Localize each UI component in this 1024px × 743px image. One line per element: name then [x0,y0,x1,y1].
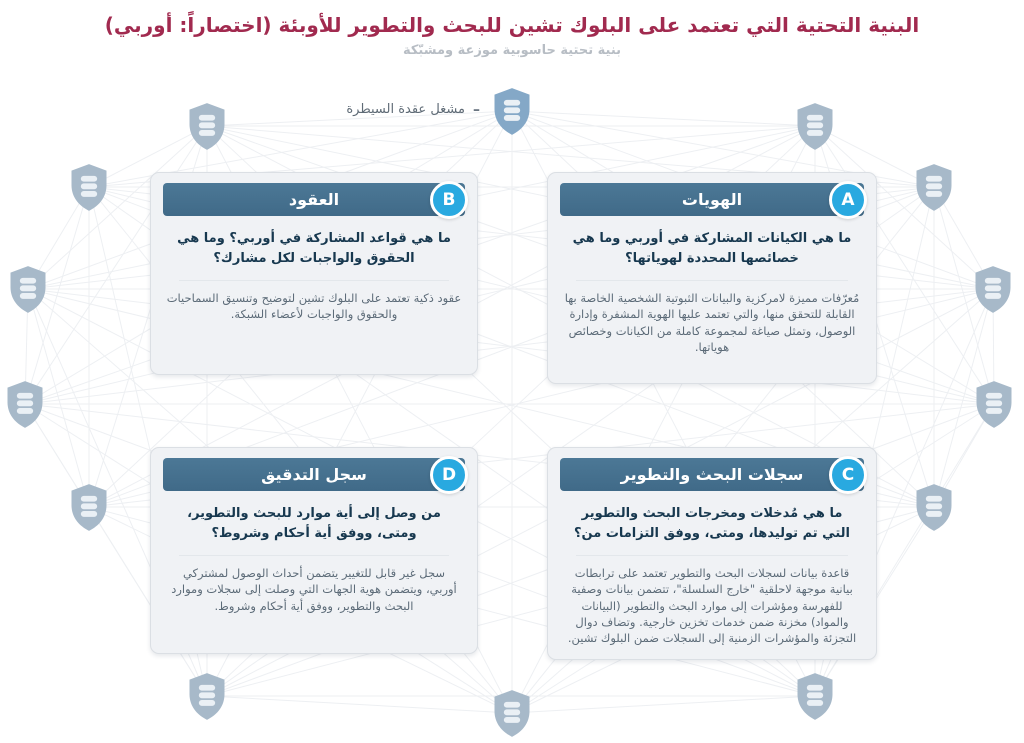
page-subtitle: بنية تحتية حاسوبية موزعة ومشبّكة [402,43,622,58]
shield-node-icon [798,673,833,720]
card-divider [179,280,449,281]
shield-node-icon [976,266,1011,313]
shield-node-icon [798,103,833,150]
card-header [560,183,864,216]
badge-a: A [829,181,867,219]
card-body: مُعرّفات مميزة لامركزية والبيانات الثبوتية الشخصية الخاصة بها القابلة للتحقق منها، والتي تعتمد عليها الهوية المشفرة وإدارة الوصول، وتمثل صياغة لمجموعة كاملة من الكيانات وخصائص هوياتها. [564,291,860,354]
shield-node-icon [190,673,225,720]
badge-c: C [829,456,867,494]
card-audit-log [150,447,478,654]
card-contracts [150,172,478,375]
shield-node-icon [917,164,952,211]
card-question: من وصل إلى أية موارد للبحث والتطوير، ومتى، ووفق أية أحكام وشروط؟ [187,506,441,541]
card-title: الهويات [681,190,743,209]
shield-node-icon [72,484,107,531]
card-title: العقود [288,190,340,209]
shield-node-icon [495,88,530,135]
card-divider [576,280,848,281]
legend-dash-icon: – [473,101,480,118]
badge-d: D [430,456,468,494]
title-block [0,12,1024,58]
card-divider [576,555,848,556]
badge-b: B [430,181,468,219]
card-identities [547,172,877,384]
control-node-legend [346,102,480,117]
card-divider [179,555,449,556]
card-question: ما هي مُدخلات ومخرجات البحث والتطوير التي تم توليدها، ومتى، ووفق التزامات من؟ [574,506,850,541]
card-header [163,183,465,216]
card-rd-records [547,447,877,660]
shield-node-icon [495,690,530,737]
shield-node-icon [190,103,225,150]
card-header [560,458,864,491]
shield-node-icon [72,164,107,211]
card-body: سجل غير قابل للتغيير يتضمن أحداث الوصول لمشتركي أوربي، ويتضمن هوية الجهات التي وصلت إلى سجلات وموارد البحث والتطوير، ووفق أية أحكام وشروط. [171,566,457,613]
shield-node-icon [11,266,46,313]
card-question: ما هي الكيانات المشاركة في أوربي وما هي خصائصها المحددة لهوياتها؟ [572,231,852,266]
card-title: سجلات البحث والتطوير [620,465,804,484]
shield-node-icon [917,484,952,531]
card-body: قاعدة بيانات لسجلات البحث والتطوير تعتمد على ترابطات بيانية موجهة لاحلقية "خارج السلسلة"، تتضمن بيانات وصفية للفهرسة ومؤشرات إلى موارد البحث والتطوير (البيانات والمواد) مخزنة ضمن خدمات تخزين خارجية. وتضاف دوال التجزئة والمؤشرات الزمنية إلى السجلات ضمن البلوك تشين. [567,566,857,646]
shield-node-icon [8,381,43,428]
card-question: ما هي قواعد المشاركة في أوربي؟ وما هي الحقوق والواجبات لكل مشارك؟ [177,231,451,266]
card-body: عقود ذكية تعتمد على البلوك تشين لتوضيح وتنسيق السماحيات والحقوق والواجبات لأعضاء الشبكة. [166,291,462,322]
card-title: سجل التدقيق [261,465,367,484]
legend-label: مشغل عقدة السيطرة [346,102,465,117]
card-header [163,458,465,491]
page-title: البنية التحتية التي تعتمد على البلوك تشين للبحث والتطوير للأوبئة (اختصاراً: أوربي) [104,13,920,37]
shield-node-icon [977,381,1012,428]
